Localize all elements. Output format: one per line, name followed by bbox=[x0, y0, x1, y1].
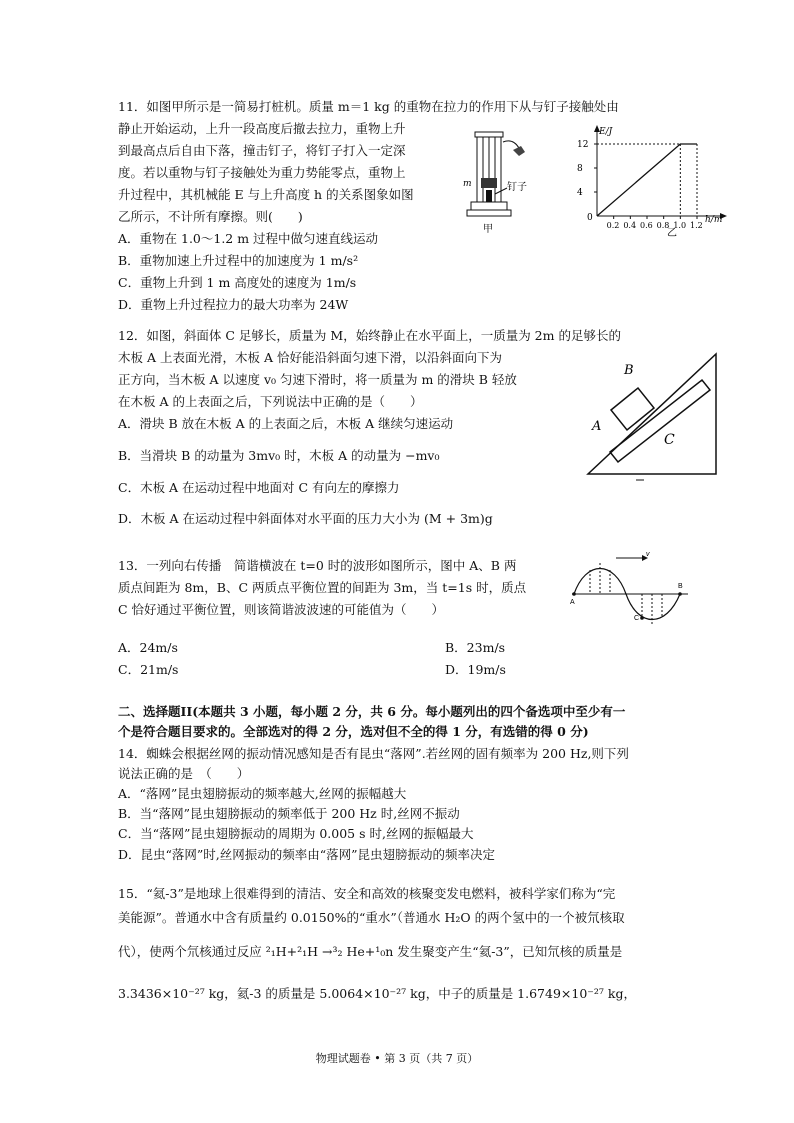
q15-line: 美能源”。普通水中含有质量约 0.0150%的“重水”（普通水 H₂O 的两个氢中的一个被氘核取 bbox=[118, 910, 625, 925]
q14-option-d: D．昆虫“落网”时,丝网振动的频率由“落网”昆虫翅膀振动的频率决定 bbox=[118, 847, 496, 862]
q11-option-b: B．重物加速上升过程中的加速度为 1 m/s² bbox=[118, 253, 359, 268]
y-tick-label: 4 bbox=[577, 188, 583, 198]
section2-line: 个是符合题目要求的。全部选对的得 2 分，选对但不全的得 1 分，有选错的得 0 分) bbox=[118, 724, 589, 739]
q11-line: 静止开始运动，上升一段高度后撤去拉力，重物上升 bbox=[118, 121, 406, 136]
y-axis-label: E/J bbox=[599, 127, 613, 137]
q12-option-b: B．当滑块 B 的动量为 3mv₀ 时，木板 A 的动量为 −mv₀ bbox=[118, 448, 440, 463]
q12-option-a: A．滑块 B 放在木板 A 的上表面之后，木板 A 继续匀速运动 bbox=[118, 416, 454, 431]
energy-height-chart bbox=[575, 120, 735, 238]
q12-line: 木板 A 上表面光滑，木板 A 恰好能沿斜面匀速下滑，以沿斜面向下为 bbox=[118, 350, 502, 365]
q11-line: 到最高点后自由下落，撞击钉子，将钉子打入一定深 bbox=[118, 143, 406, 158]
q14-line: 14．蜘蛛会根据丝网的振动情况感知是否有昆虫“落网”.若丝网的固有频率为 200 Hz,则下列 bbox=[118, 746, 629, 761]
fig-jia-caption: 甲 bbox=[483, 224, 493, 235]
mass-label: m bbox=[463, 179, 472, 189]
x-tick-label: 0.2 bbox=[606, 221, 620, 230]
q11-option-a: A．重物在 1.0～1.2 m 过程中做匀速直线运动 bbox=[118, 231, 379, 246]
x-tick-label: 1.2 bbox=[690, 221, 703, 230]
velocity-label: v bbox=[646, 551, 650, 558]
q11-line: 11．如图甲所示是一简易打桩机。质量 m＝1 kg 的重物在拉力的作用下从与钉子接触处由 bbox=[118, 99, 619, 114]
q12-option-c: C．木板 A 在运动过程中地面对 C 有向左的摩擦力 bbox=[118, 480, 400, 495]
wave-point-b: B bbox=[678, 583, 683, 590]
pile-driver-figure bbox=[455, 128, 535, 240]
q14-option-c: C．当“落网”昆虫翅膀振动的周期为 0.005 s 时,丝网的振幅最大 bbox=[118, 826, 474, 841]
q14-option-a: A．“落网”昆虫翅膀振动的频率越大,丝网的振幅越大 bbox=[118, 786, 407, 801]
x-tick-label: 1.0 bbox=[673, 221, 687, 230]
q13-option-d: D．19m/s bbox=[445, 662, 506, 677]
q11-line: 度。若以重物与钉子接触处为重力势能零点，重物上 bbox=[118, 165, 406, 180]
wave-figure bbox=[568, 550, 692, 630]
q15-line: 代），使两个氘核通过反应 ²₁H+²₁H →³₂ He+¹₀n 发生聚变产生“氦-3”，已知氘核的质量是 bbox=[118, 944, 623, 959]
q12-option-d: D．木板 A 在运动过程中斜面体对水平面的压力大小为 (M + 3m)g bbox=[118, 511, 493, 526]
q13-line: 质点间距为 8m，B、C 两质点平衡位置的间距为 3m，当 t=1s 时，质点 bbox=[118, 580, 527, 595]
q11-line: 升过程中，其机械能 E 与上升高度 h 的关系图象如图 bbox=[118, 187, 414, 202]
x-axis-label: h/m bbox=[705, 215, 723, 225]
q14-option-b: B．当“落网”昆虫翅膀振动的频率低于 200 Hz 时,丝网不振动 bbox=[118, 806, 460, 821]
origin-label: 0 bbox=[587, 213, 593, 223]
label-c: C bbox=[664, 432, 675, 448]
q13-option-a: A．24m/s bbox=[118, 640, 178, 655]
q11-line: 乙所示，不计所有摩擦。则( ) bbox=[118, 209, 303, 224]
q12-line: 12．如图，斜面体 C 足够长，质量为 M，始终静止在水平面上，一质量为 2m 的足够长的 bbox=[118, 328, 621, 343]
wave-point-a: A bbox=[570, 599, 575, 606]
y-tick-label: 8 bbox=[577, 164, 583, 174]
x-tick-label: 0.4 bbox=[623, 221, 637, 230]
section2-line: 二、选择题II(本题共 3 小题，每小题 2 分，共 6 分。每小题列出的四个备选项中至少有一 bbox=[118, 704, 626, 719]
x-tick-label: 0.8 bbox=[656, 221, 670, 230]
y-tick-label: 12 bbox=[577, 140, 589, 150]
wave-point-c: C bbox=[634, 615, 640, 622]
fig-yi-caption: 乙 bbox=[667, 228, 677, 238]
x-tick-label: 0.6 bbox=[640, 221, 653, 230]
incline-figure bbox=[584, 350, 722, 482]
q13-line: C 恰好通过平衡位置，则该简谐波波速的可能值为（ ） bbox=[118, 602, 445, 617]
q12-line: 正方向，当木板 A 以速度 v₀ 匀速下滑时，将一质量为 m 的滑块 B 轻放 bbox=[118, 372, 517, 387]
q14-line: 说法正确的是 （ ） bbox=[118, 766, 250, 781]
q12-line: 在木板 A 的上表面之后，下列说法中正确的是（ ） bbox=[118, 394, 423, 409]
nail-label: 钉子 bbox=[507, 182, 527, 193]
page-footer: 物理试题卷 • 第 3 页（共 7 页） bbox=[315, 1052, 479, 1065]
label-a: A bbox=[592, 419, 602, 434]
q13-option-b: B．23m/s bbox=[445, 640, 506, 655]
q13-option-c: C．21m/s bbox=[118, 662, 179, 677]
q13-line: 13．一列向右传播 简谐横波在 t=0 时的波形如图所示，图中 A、B 两 bbox=[118, 558, 517, 573]
q15-line: 15．“氦-3”是地球上很难得到的清洁、安全和高效的核聚变发电燃料，被科学家们称为“完 bbox=[118, 886, 616, 901]
q15-line: 3.3436×10⁻²⁷ kg，氦-3 的质量是 5.0064×10⁻²⁷ kg，中子的质量是 1.6749×10⁻²⁷ kg， bbox=[118, 986, 636, 1001]
q11-option-d: D．重物上升过程拉力的最大功率为 24W bbox=[118, 297, 349, 312]
energy-series-line bbox=[597, 144, 697, 216]
label-b: B bbox=[624, 363, 634, 378]
q11-option-c: C．重物上升到 1 m 高度处的速度为 1m/s bbox=[118, 275, 357, 290]
